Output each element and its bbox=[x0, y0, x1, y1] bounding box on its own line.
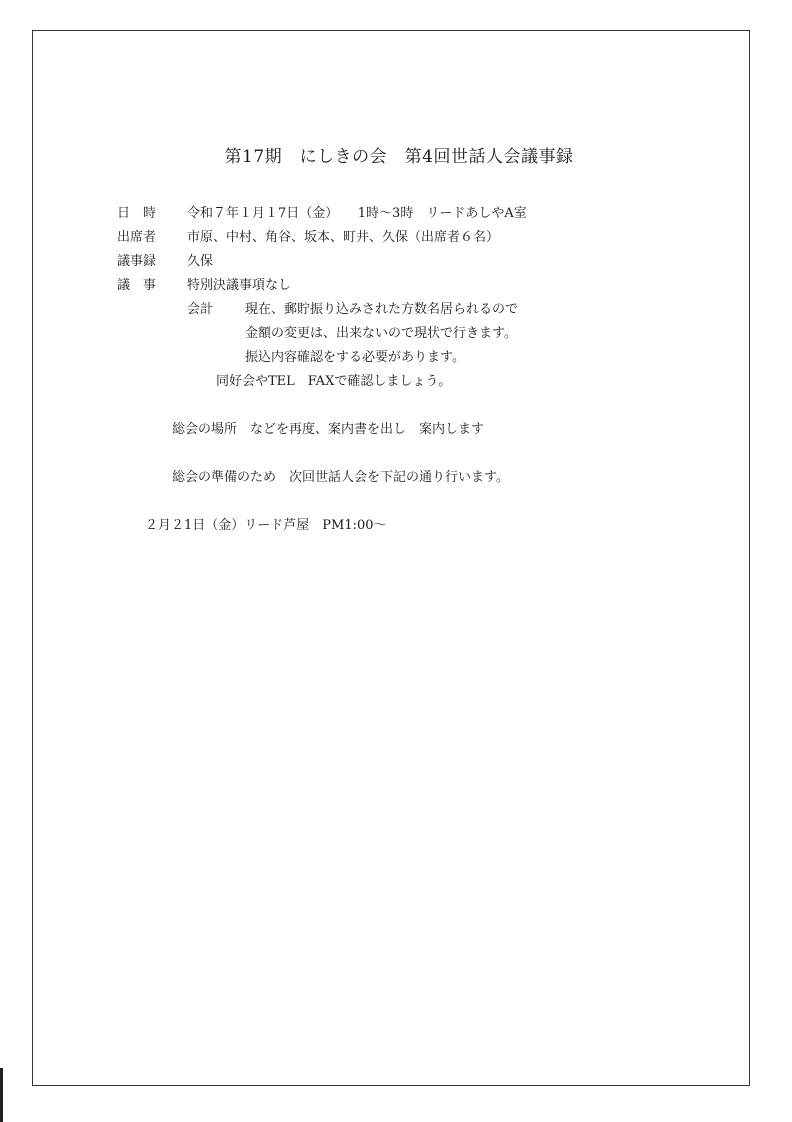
kaikei-line-3: 振込内容確認をする必要があります。 bbox=[245, 350, 465, 365]
field-value-agenda: 特別決議事項なし bbox=[187, 278, 292, 293]
kaikei-line-2: 金額の変更は、出来ないので現状で行きます。 bbox=[245, 326, 517, 341]
field-value-attendees: 市原、中村、角谷、坂本、町井、久保（出席者６名） bbox=[187, 230, 500, 245]
scan-edge-mark bbox=[0, 1068, 3, 1122]
field-label-datetime: 日 時 bbox=[117, 206, 157, 221]
next-meeting-datetime: ２月２1日（金）リード芦屋 PM1:00～ bbox=[145, 518, 387, 533]
field-label-minutes-taker: 議事録 bbox=[117, 254, 157, 269]
kaikei-line-1: 現在、郵貯振り込みされた方数名居られるので bbox=[245, 302, 519, 317]
field-label-attendees: 出席者 bbox=[117, 230, 157, 245]
field-value-minutes-taker: 久保 bbox=[187, 254, 214, 269]
note-general-meeting-venue: 総会の場所 などを再度、案内書を出し 案内します bbox=[172, 422, 485, 437]
kaikei-label: 会計 bbox=[187, 302, 214, 317]
kaikei-line-4: 同好会やTEL FAXで確認しましょう。 bbox=[216, 374, 452, 389]
document-title: 第17期 にしきの会 第4回世話人会議事録 bbox=[224, 147, 574, 167]
field-value-datetime: 令和７年１月１7日（金） 1時～3時 リードあしやA室 bbox=[187, 206, 527, 221]
note-general-meeting-prep: 総会の準備のため 次回世話人会を下記の通り行います。 bbox=[172, 470, 509, 485]
page-border bbox=[32, 30, 750, 1086]
field-label-agenda: 議 事 bbox=[117, 278, 157, 293]
